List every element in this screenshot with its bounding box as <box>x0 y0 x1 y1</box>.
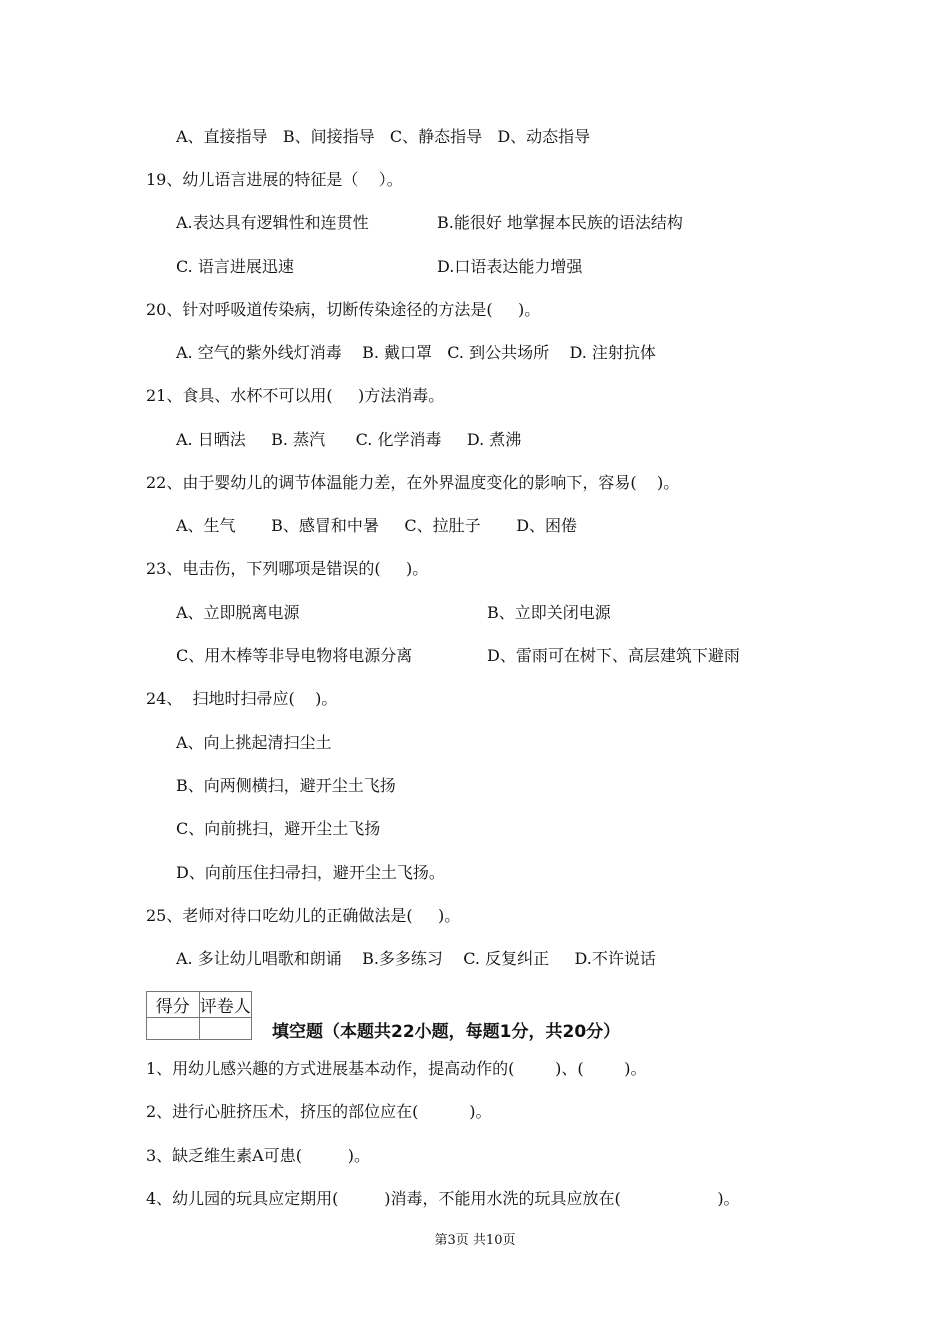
fill-question-1: 1、用幼儿感兴趣的方式进展基本动作，提高动作的( )、( )。 <box>146 1059 647 1078</box>
fill-question-4: 4、幼儿园的玩具应定期用( )消毒，不能用水洗的玩具应放在( )。 <box>146 1189 740 1208</box>
q19-option-b: B.能很好 地掌握本民族的语法结构 <box>437 213 683 232</box>
q19-text: 19、幼儿语言进展的特征是（ ）。 <box>146 170 403 189</box>
q23-option-c: C、用木棒等非导电物将电源分离 <box>176 646 413 665</box>
q20-text: 20、针对呼吸道传染病，切断传染途径的方法是( )。 <box>146 300 541 319</box>
q20-options: A. 空气的紫外线灯消毒 B. 戴口罩 C. 到公共场所 D. 注射抗体 <box>176 343 656 362</box>
q25-text: 25、老师对待口吃幼儿的正确做法是( )。 <box>146 906 461 925</box>
score-cell <box>147 1018 200 1040</box>
fill-question-3: 3、缺乏维生素A可患( )。 <box>146 1146 370 1165</box>
q23-option-a: A、立即脱离电源 <box>176 603 300 622</box>
q19-option-d: D.口语表达能力增强 <box>437 257 583 276</box>
q24-text: 24、 扫地时扫帚应( )。 <box>146 689 338 708</box>
q25-options: A. 多让幼儿唱歌和朗诵 B.多多练习 C. 反复纠正 D.不许说话 <box>176 949 656 968</box>
q24-option-c: C、向前挑扫，避开尘土飞扬 <box>176 819 381 838</box>
page-footer: 第3页 共10页 <box>434 1233 516 1248</box>
q19-option-a: A.表达具有逻辑性和连贯性 <box>176 213 369 232</box>
q18-options: A、直接指导 B、间接指导 C、静态指导 D、动态指导 <box>176 127 591 146</box>
q24-option-d: D、向前压住扫帚扫，避开尘土飞扬。 <box>176 863 445 882</box>
section-title: 填空题（本题共22小题，每题1分，共20分） <box>272 1022 621 1042</box>
q21-options: A. 日晒法 B. 蒸汽 C. 化学消毒 D. 煮沸 <box>176 430 522 449</box>
q23-option-b: B、立即关闭电源 <box>487 603 611 622</box>
grader-label: 评卷人 <box>199 992 252 1018</box>
score-box <box>146 991 252 1040</box>
q24-option-a: A、向上挑起清扫尘土 <box>176 733 332 752</box>
fill-question-2: 2、进行心脏挤压术，挤压的部位应在( )。 <box>146 1102 492 1121</box>
q22-text: 22、由于婴幼儿的调节体温能力差，在外界温度变化的影响下，容易( )。 <box>146 473 680 492</box>
q19-option-c: C. 语言进展迅速 <box>176 257 294 276</box>
score-label: 得分 <box>147 992 200 1018</box>
q24-option-b: B、向两侧横扫，避开尘土飞扬 <box>176 776 396 795</box>
q22-options: A、生气 B、感冒和中暑 C、拉肚子 D、困倦 <box>176 516 578 535</box>
grader-cell <box>199 1018 252 1040</box>
q21-text: 21、食具、水杯不可以用( )方法消毒。 <box>146 386 445 405</box>
q23-text: 23、电击伤，下列哪项是错误的( )。 <box>146 559 429 578</box>
q23-option-d: D、雷雨可在树下、高层建筑下避雨 <box>487 646 740 665</box>
